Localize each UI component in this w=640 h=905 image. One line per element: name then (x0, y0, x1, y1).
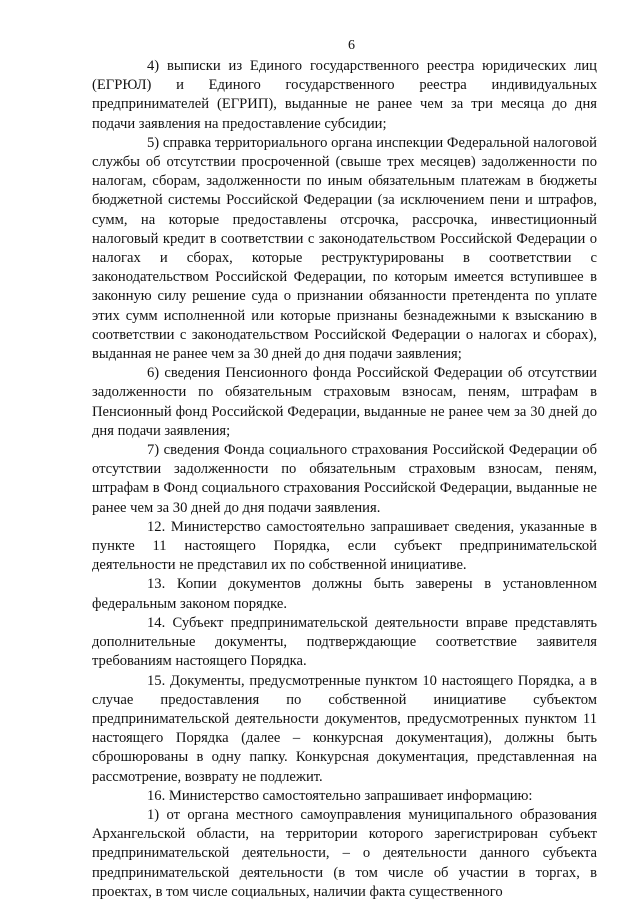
paragraph-12: 12. Министерство самостоятельно запрашивает сведения, указанные в пункте 11 настоящего Порядка, если субъект предпринимательской деятельности не представил их по собственной инициативе. (92, 518, 597, 574)
paragraph-15: 15. Документы, предусмотренные пунктом 10 настоящего Порядка, а в случае предоставления по собственной инициативе субъектом предпринимательской деятельности документов, предусмотренных пунктом 11 настоящего Порядка (далее – конкурсная документация), должны быть сброшюрованы в одну папку. Конкурсная документация, представленная на рассмотрение, возврату не подлежит. (92, 672, 597, 785)
page-number: 6 (348, 38, 355, 53)
paragraph-5-tax-certificate: 5) справка территориального органа инспекции Федеральной налоговой службы об отсутствии просроченной (свыше трех месяцев) задолженности по налогам, сборам, задолженности по иным обязательным платежам в бюджеты бюджетной системы Российской Федерации (за исключением пени и штрафов, сумм, на которые предоставлены отсрочка, рассрочка, инвестиционный налоговый кредит в соответствии с законодательством Российской Федерации о налогах и сборах, которые реструктурированы в соответствии с законодательством Российской Федерации, по которым имеется вступившее в законную силу решение суда о признании обязанности претендента по уплате этих сумм исполненной или которые признаны безнадежными к взысканию в соответствии с законодательством Российской Федерации о налогах и сборах), выданная не ранее чем за 30 дней до дня подачи заявления; (92, 134, 597, 363)
paragraph-7-social-insurance: 7) сведения Фонда социального страхования Российской Федерации об отсутствии задолженности по обязательным страховым взносам, пеням, штрафам в Фонд социального страхования Российской Федерации, выданные не ранее чем за 30 дней до дня подачи заявления. (92, 442, 597, 516)
paragraph-6-pension-fund: 6) сведения Пенсионного фонда Российской Федерации об отсутствии задолженности по обязательным страховым взносам, пеням, штрафам в Пенсионный фонд Российской Федерации, выданные не ранее чем за 30 дней до дня подачи заявления; (92, 365, 597, 439)
paragraph-4-egrul: 4) выписки из Единого государственного реестра юридических лиц (ЕГРЮЛ) и Единого государственного реестра индивидуальных предпринимателей (ЕГРИП), выданные не ранее чем за три месяца до дня подачи заявления на предоставление субсидии; (92, 58, 597, 132)
paragraph-14: 14. Субъект предпринимательской деятельности вправе представлять дополнительные документы, подтверждающие соответствие заявителя требованиям настоящего Порядка. (92, 614, 597, 670)
paragraph-16: 16. Министерство самостоятельно запрашивает информацию: (147, 787, 533, 804)
paragraph-13: 13. Копии документов должны быть заверены в установленном федеральным законом порядке. (92, 576, 597, 612)
paragraph-16-1: 1) от органа местного самоуправления муниципального образования Архангельской области, на территории которого зарегистрирован субъект предпринимательской деятельности, – о деятельности данного субъекта предпринимательской деятельности (в том числе об участии в торгах, в проектах, в том числе социальных, наличии факта существенного (92, 806, 597, 900)
